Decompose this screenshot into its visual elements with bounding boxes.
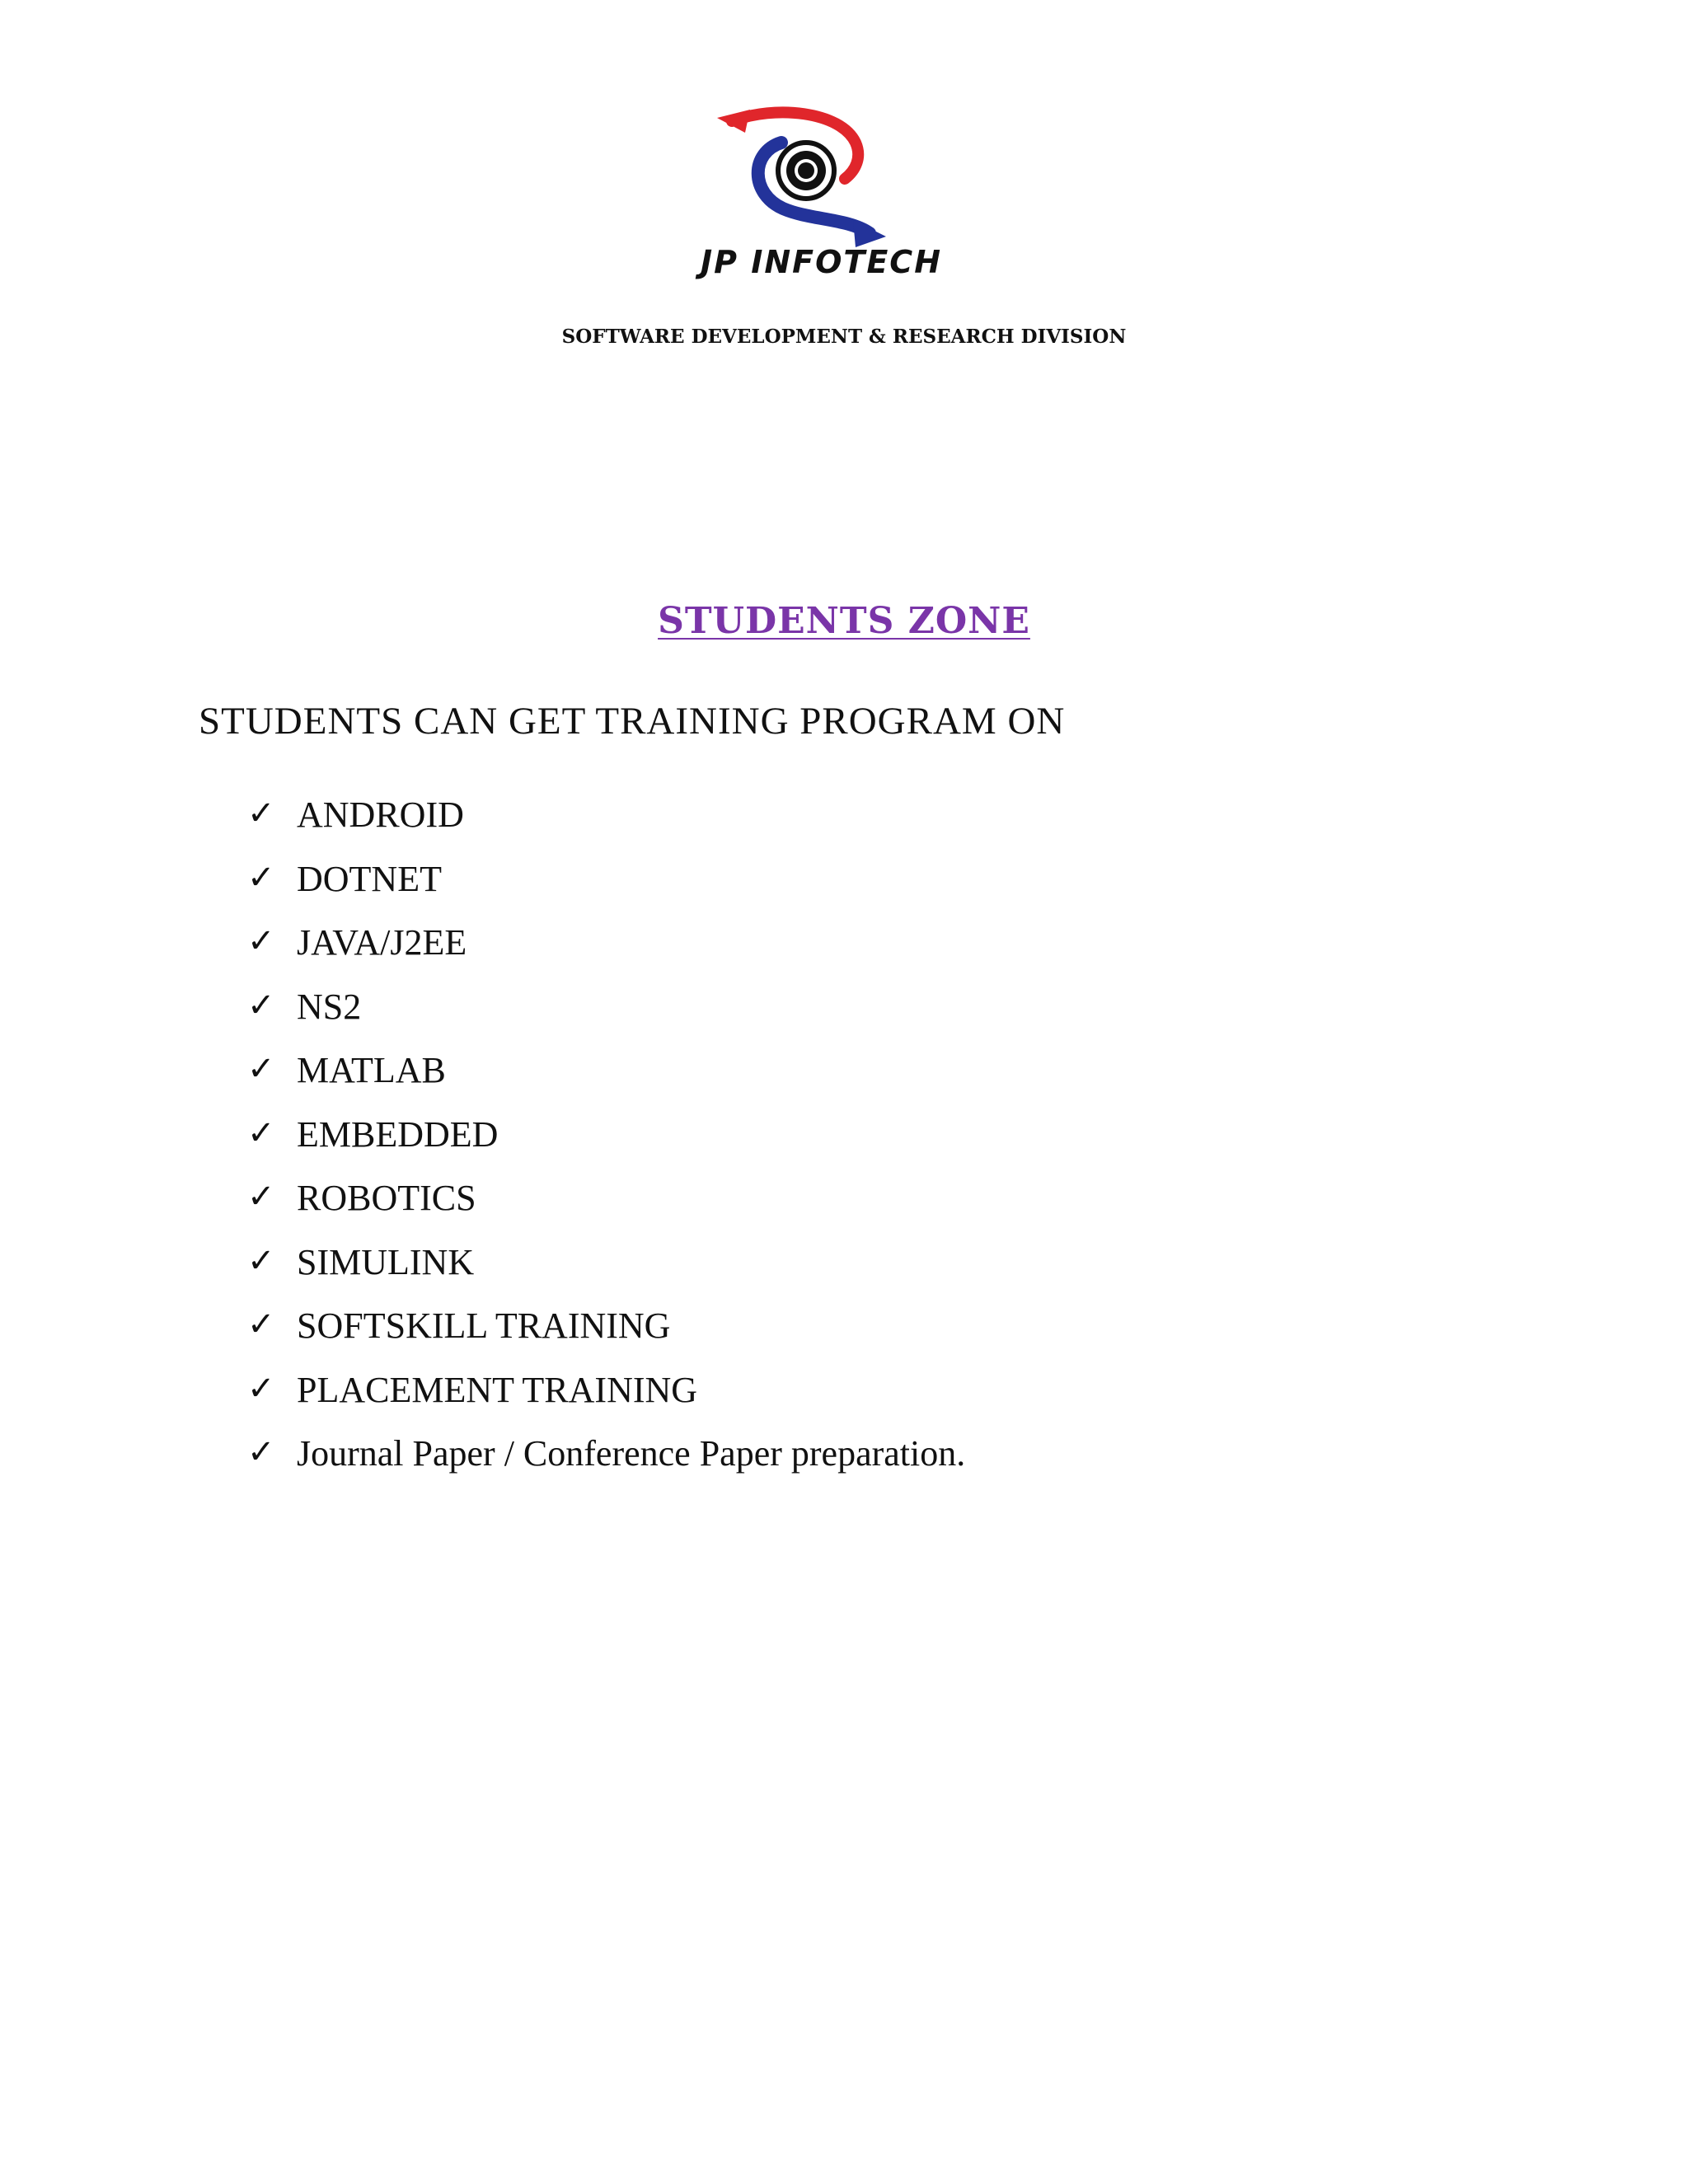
course-label: JAVA/J2EE [297, 922, 467, 963]
course-label: NS2 [297, 986, 362, 1027]
list-item [247, 985, 965, 1049]
list-item [247, 1176, 965, 1240]
course-label: SOFTSKILL TRAINING [297, 1305, 671, 1346]
division-subtitle: SOFTWARE DEVELOPMENT & RESEARCH DIVISION [561, 326, 1127, 348]
course-label: SIMULINK [297, 1241, 475, 1282]
check-icon: ✓ [247, 858, 275, 897]
check-icon: ✓ [247, 1241, 275, 1280]
list-item [247, 1048, 965, 1113]
course-label: Journal Paper / Conference Paper preparation. [297, 1433, 966, 1474]
list-item [247, 1368, 965, 1432]
check-icon: ✓ [247, 1113, 275, 1152]
course-list [247, 793, 965, 1496]
check-icon: ✓ [247, 1433, 275, 1471]
list-item [247, 857, 965, 921]
course-label: DOTNET [297, 858, 442, 899]
page-title: STUDENTS ZONE [658, 600, 1030, 642]
list-item [247, 1432, 965, 1496]
list-item [247, 793, 965, 857]
check-icon: ✓ [247, 1369, 275, 1408]
check-icon: ✓ [247, 1305, 275, 1343]
list-item [247, 921, 965, 985]
check-icon: ✓ [247, 794, 275, 832]
company-name: JP INFOTECH [701, 244, 942, 280]
intro-text: STUDENTS CAN GET TRAINING PROGRAM ON [199, 700, 1066, 743]
jp-infotech-logo-icon [717, 103, 890, 247]
check-icon: ✓ [247, 1050, 275, 1088]
check-icon: ✓ [247, 922, 275, 960]
list-item [247, 1113, 965, 1177]
course-label: EMBEDDED [297, 1113, 499, 1155]
check-icon: ✓ [247, 986, 275, 1024]
course-label: ROBOTICS [297, 1178, 476, 1218]
course-label: ANDROID [297, 794, 464, 835]
course-label: MATLAB [297, 1050, 446, 1090]
course-label: PLACEMENT TRAINING [297, 1369, 698, 1410]
list-item [247, 1304, 965, 1368]
check-icon: ✓ [247, 1178, 275, 1216]
list-item [247, 1240, 965, 1305]
